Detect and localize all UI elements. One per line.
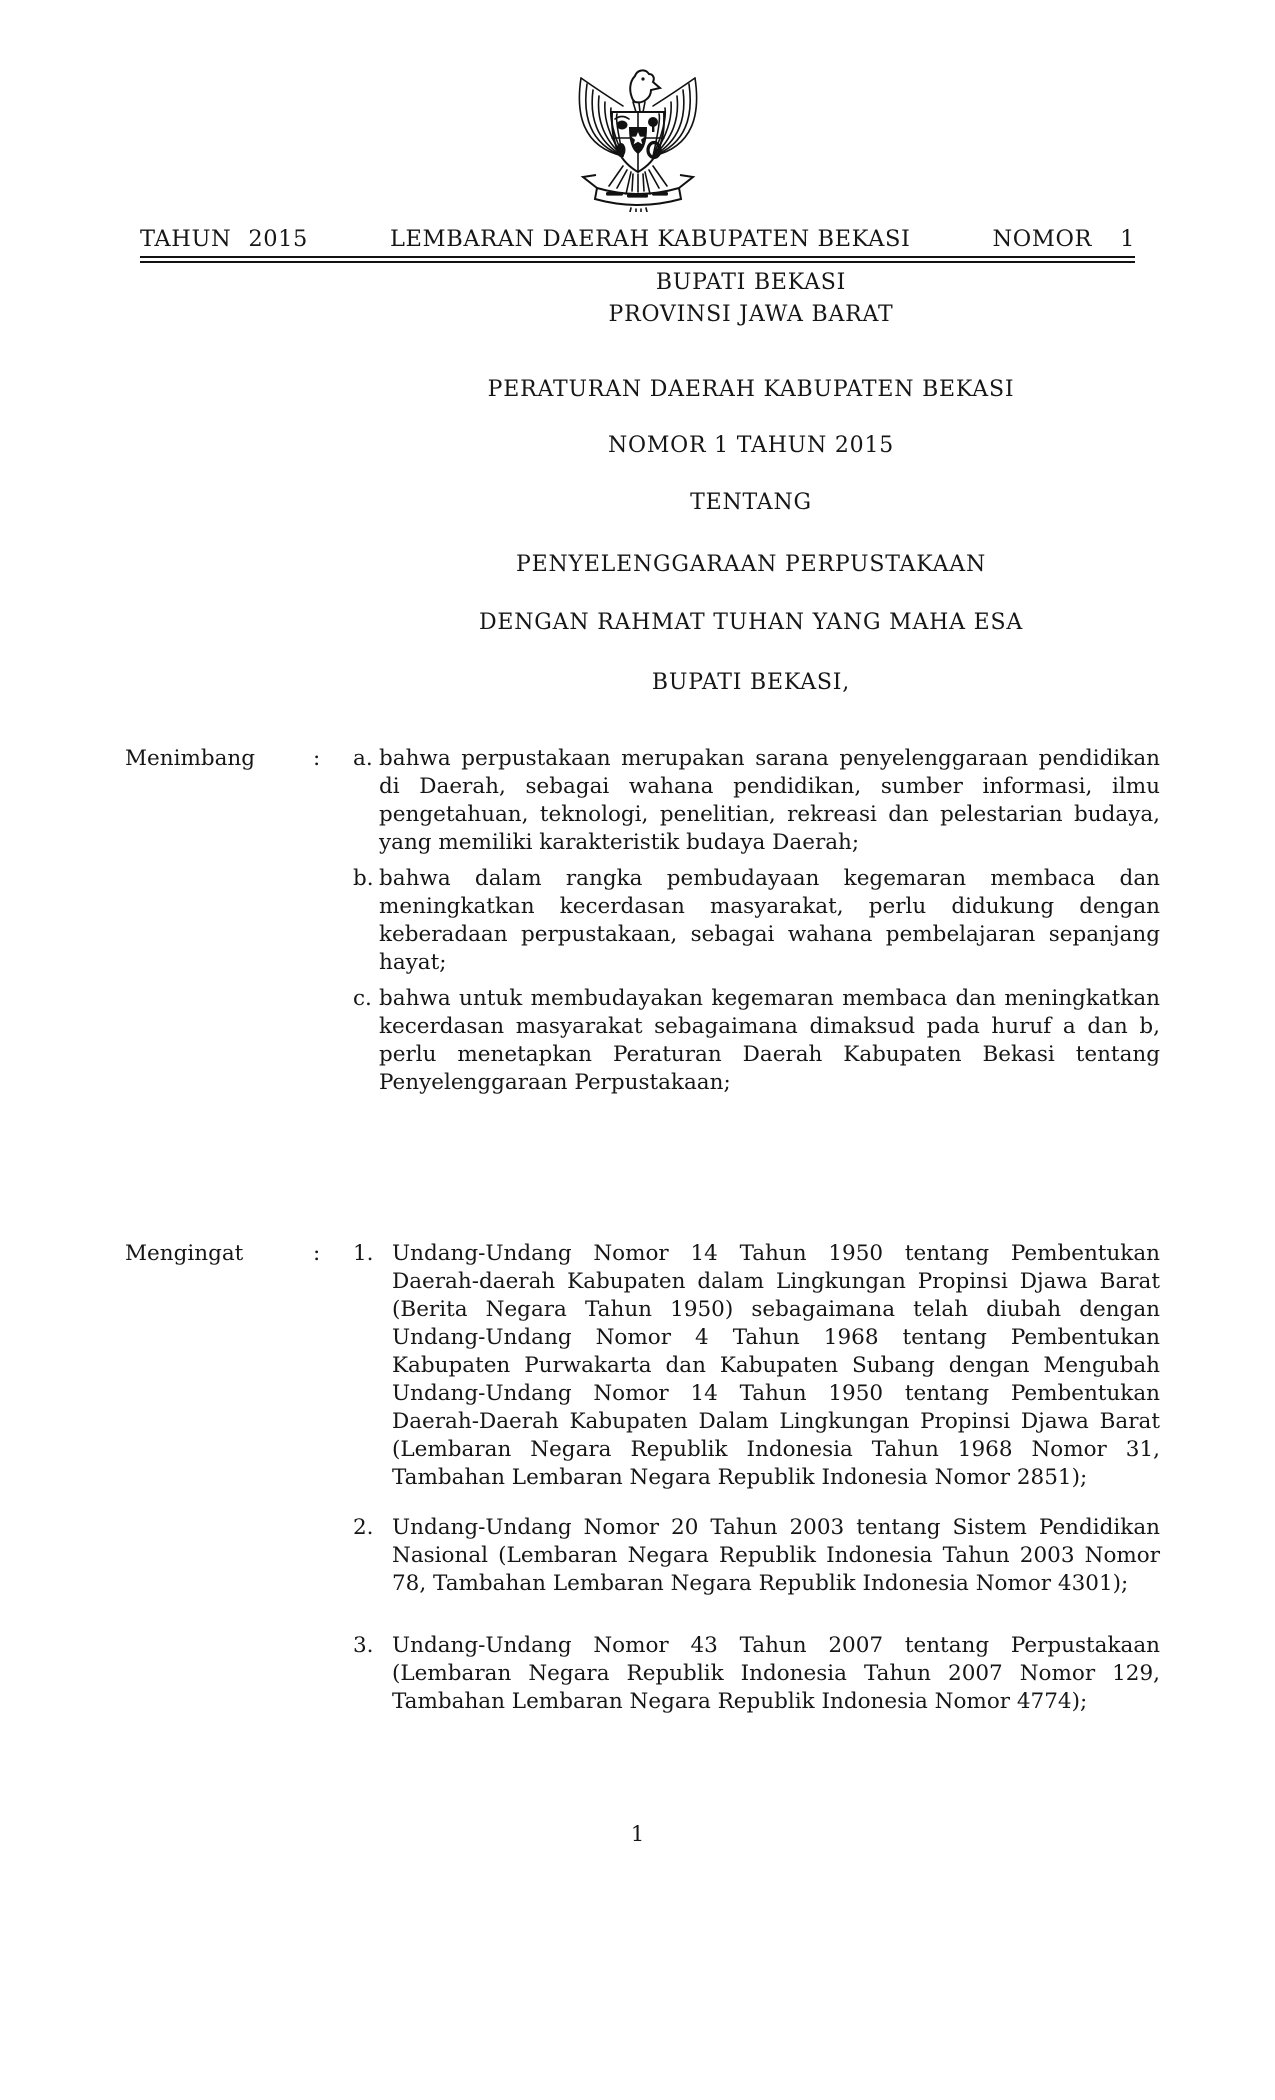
garuda-pancasila-emblem xyxy=(563,48,713,212)
item-text: bahwa dalam rangka pembudayaan kegemaran membaca dan meningkatkan kecerdasan masyarakat, perlu didukung dengan keberadaan perpustakaan, sebagai wahana pembelajaran sepanjang hayat; xyxy=(379,866,1160,975)
masthead-divider-rule xyxy=(140,256,1135,263)
item-marker: b. xyxy=(353,866,374,891)
list-item xyxy=(353,745,1160,857)
title-invocation: DENGAN RAHMAT TUHAN YANG MAHA ESA xyxy=(478,610,1024,635)
item-marker: 1. xyxy=(353,1241,374,1266)
mengingat-items xyxy=(353,1240,1160,1716)
item-text: Undang-Undang Nomor 43 Tahun 2007 tentang Perpustakaan (Lembaran Negara Republik Indonesia Tahun 2007 Nomor 129, Tambahan Lembaran Negara Republik Indonesia Nomor 4774); xyxy=(392,1633,1160,1714)
item-marker: 3. xyxy=(353,1633,374,1658)
emblem-container xyxy=(0,48,1275,212)
item-marker: c. xyxy=(353,986,372,1011)
masthead-year-label: TAHUN xyxy=(140,226,232,252)
masthead-number xyxy=(993,226,1135,252)
menimbang-label: Menimbang xyxy=(125,746,256,771)
title-about: TENTANG xyxy=(690,490,812,515)
title-issuer: BUPATI BEKASI, xyxy=(651,670,851,695)
item-marker: a. xyxy=(353,746,373,771)
masthead-year-value: 2015 xyxy=(248,226,308,252)
masthead-number-value: 1 xyxy=(1120,226,1135,252)
masthead-center-title: LEMBARAN DAERAH KABUPATEN BEKASI xyxy=(389,226,911,252)
menimbang-clause xyxy=(125,745,1160,1105)
item-text: Undang-Undang Nomor 14 Tahun 1950 tentang Pembentukan Daerah-daerah Kabupaten dalam Lingkungan Propinsi Djawa Barat (Berita Negara Tahun 1950) sebagaimana telah diubah dengan Undang-Undang Nomor 4 Tahun 1968 tentang Pembentukan Kabupaten Purwakarta dan Kabupaten Subang dengan Mengubah Undang-Undang Nomor 14 Tahun 1950 tentang Pembentukan Daerah-Daerah Kabupaten Dalam Lingkungan Propinsi Djawa Barat (Lembaran Negara Republik Indonesia Tahun 1968 Nomor 31, Tambahan Lembaran Negara Republik Indonesia Nomor 2851); xyxy=(392,1241,1160,1490)
item-text: Undang-Undang Nomor 20 Tahun 2003 tentang Sistem Pendidikan Nasional (Lembaran Negara Republik Indonesia Tahun 2003 Nomor 78, Tambahan Lembaran Negara Republik Indonesia Nomor 4301); xyxy=(392,1515,1160,1596)
title-regulation: PERATURAN DAERAH KABUPATEN BEKASI xyxy=(487,377,1015,402)
title-province: PROVINSI JAWA BARAT xyxy=(608,302,894,327)
menimbang-colon: : xyxy=(313,746,321,771)
item-text: bahwa perpustakaan merupakan sarana penyelenggaraan pendidikan di Daerah, sebagai wahana pendidikan, sumber informasi, ilmu pengetahuan, teknologi, penelitian, rekreasi dan pelestarian budaya, yang memiliki karakteristik budaya Daerah; xyxy=(379,746,1160,855)
mengingat-clause xyxy=(125,1240,1160,1716)
page-number: 1 xyxy=(630,1822,645,1846)
masthead-year xyxy=(140,226,308,252)
title-subject: PENYELENGGARAAN PERPUSTAKAAN xyxy=(515,552,987,577)
mengingat-label: Mengingat xyxy=(125,1241,244,1266)
title-authority: BUPATI BEKASI xyxy=(655,270,847,295)
item-marker: 2. xyxy=(353,1515,374,1540)
masthead-number-label: NOMOR xyxy=(992,226,1093,252)
list-item xyxy=(353,985,1160,1097)
mengingat-colon: : xyxy=(313,1241,321,1266)
list-item xyxy=(353,865,1160,977)
title-number: NOMOR 1 TAHUN 2015 xyxy=(607,433,895,458)
item-text: bahwa untuk membudayakan kegemaran membaca dan meningkatkan kecerdasan masyarakat sebagaimana dimaksud pada huruf a dan b, perlu menetapkan Peraturan Daerah Kabupaten Bekasi tentang Penyelenggaraan Perpustakaan; xyxy=(379,986,1160,1095)
masthead xyxy=(140,226,1135,252)
list-item xyxy=(353,1632,1160,1716)
menimbang-items xyxy=(353,745,1160,1105)
list-item xyxy=(353,1240,1160,1492)
list-item xyxy=(353,1514,1160,1598)
